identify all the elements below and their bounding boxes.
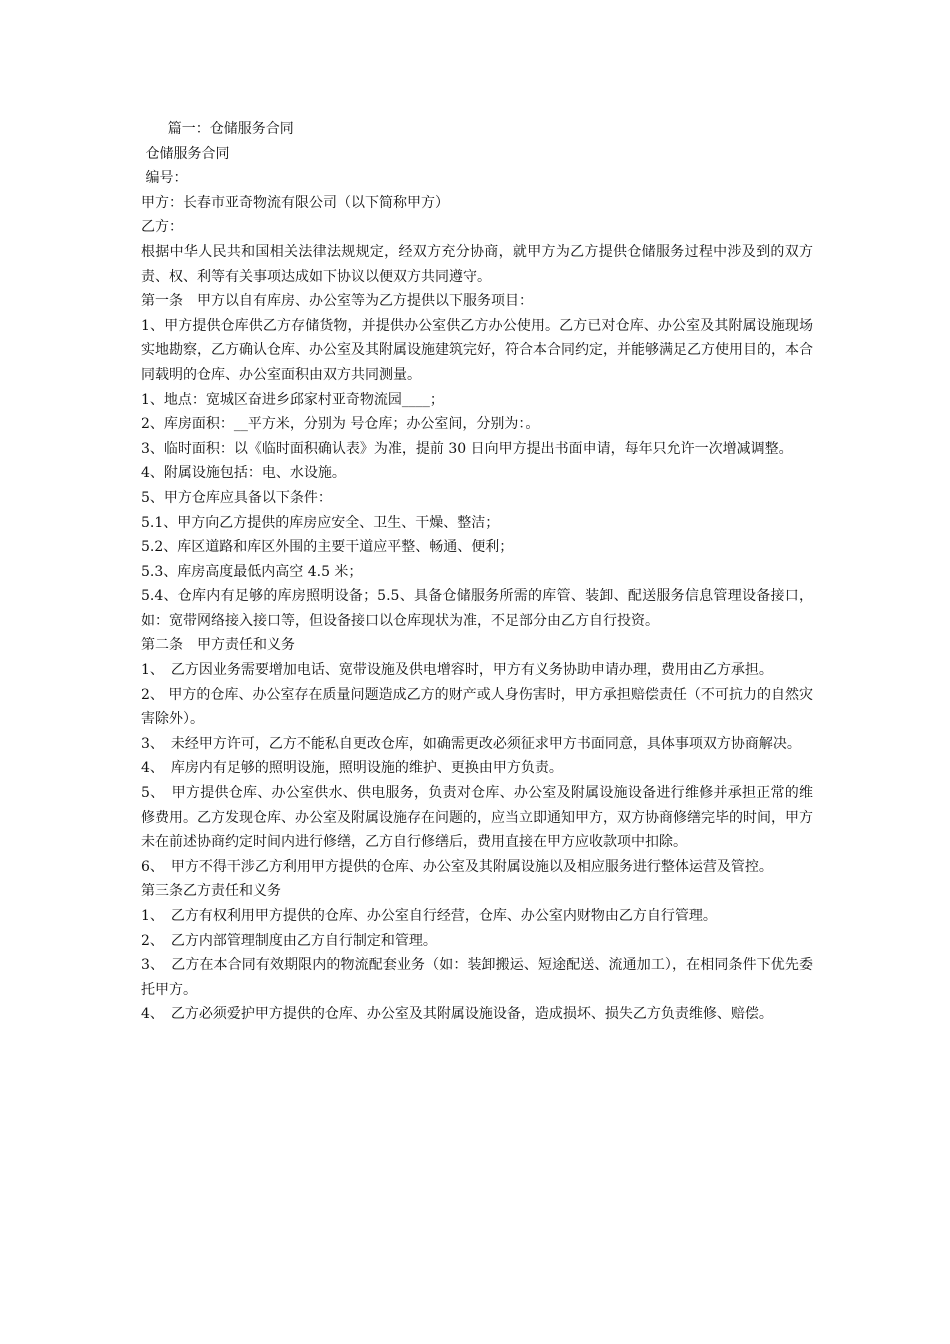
article-one-subclause: 5.3、库房高度最低内高空 4.5 米；: [141, 563, 363, 580]
article-two-clause: 4、 库房内有足够的照明设施，照明设施的维护、更换由甲方负责。: [141, 760, 563, 777]
article-two-clause: 1、 乙方因业务需要增加电话、宽带设施及供电增容时，甲方有义务协助申请办理，费用由乙方承担。: [141, 662, 773, 679]
article-three-clause: 3、 乙方在本合同有效期限内的物流配套业务（如：装卸搬运、短途配送、流通加工），在相同条件下优先委托甲方。: [141, 957, 813, 998]
article-three-clause: 1、 乙方有权利用甲方提供的仓库、办公室自行经营，仓库、办公室内财物由乙方自行管理。: [141, 908, 717, 924]
contract-title: 仓储服务合同: [141, 145, 230, 162]
article-one-subclause: 5.1、甲方向乙方提供的库房应安全、卫生、干燥、整洁；: [141, 514, 500, 531]
contract-number-label: 编号：: [141, 170, 188, 187]
article-one-clause: 4、附属设施包括：电、水设施。: [141, 465, 346, 482]
preamble-paragraph: 根据中华人民共和国相关法律法规规定，经双方充分协商，就甲方为乙方提供仓储服务过程中涉及到的双方责、权、利等有关事项达成如下协议以便双方共同遵守。: [141, 243, 813, 285]
article-one-heading: 第一条 甲方以自有库房、办公室等为乙方提供以下服务项目：: [141, 293, 533, 310]
article-three-heading: 第三条乙方责任和义务: [141, 883, 281, 900]
article-two-clause: 6、 甲方不得干涉乙方利用甲方提供的仓库、办公室及其附属设施以及相应服务进行整体运营及管控。: [141, 858, 773, 875]
article-two-clause: 3、 未经甲方许可，乙方不能私自更改仓库，如确需更改必须征求甲方书面同意，具体事项双方协商解决。: [141, 735, 801, 752]
article-two-clause: 5、 甲方提供仓库、办公室供水、供电服务，负责对仓库、办公室及附属设施设备进行维修并承担正常的维修费用。乙方发现仓库、办公室及附属设施存在问题的，应当立即通知甲方，双方协商修缮完毕的时间，甲方未在前述协商约定时间内进行修缮，乙方自行修缮后，费用直接在甲方应收款项中扣除。: [141, 785, 813, 851]
article-two-clause: 2、 甲方的仓库、办公室存在质量问题造成乙方的财产或人身伤害时，甲方承担赔偿责任（不可抗力的自然灾害除外）。: [141, 686, 813, 728]
article-three-clause: 4、 乙方必须爱护甲方提供的仓库、办公室及其附属设施设备，造成损坏、损失乙方负责维修、赔偿。: [141, 1006, 773, 1023]
article-one-clause: 1、甲方提供仓库供乙方存储货物，并提供办公室供乙方办公使用。乙方已对仓库、办公室及其附属设施现场实地勘察，乙方确认仓库、办公室及其附属设施建筑完好，符合本合同约定，并能够满足乙方使用目的，本合同载明的仓库、办公室面积由双方共同测量。: [141, 317, 813, 383]
article-three-clause: 2、 乙方内部管理制度由乙方自行制定和管理。: [141, 932, 437, 949]
article-one-clause: 1、地点：宽城区奋进乡邱家村亚奇物流园____；: [141, 391, 444, 408]
heading-part-one: 篇一：仓储服务合同: [141, 121, 294, 137]
article-one-subclause: 5.2、库区道路和库区外围的主要干道应平整、畅通、便利；: [141, 539, 514, 556]
article-one-clause: 5、甲方仓库应具备以下条件：: [141, 489, 332, 506]
document-page: [141, 117, 813, 1027]
party-a-line: 甲方：长春市亚奇物流有限公司（以下简称甲方）: [141, 194, 449, 211]
article-one-clause: 3、临时面积：以《临时面积确认表》为准，提前 30 日向甲方提出书面申请，每年只允许一次增减调整。: [141, 440, 793, 457]
article-two-heading: 第二条 甲方责任和义务: [141, 637, 295, 654]
article-one-subclause: 5.4、仓库内有足够的库房照明设备；5.5、具备仓储服务所需的库管、装卸、配送服务信息管理设备接口，如：宽带网络接入接口等，但设备接口以仓库现状为准，不足部分由乙方自行投资。: [141, 588, 813, 629]
party-b-line: 乙方：: [141, 219, 183, 236]
article-one-clause: 2、库房面积：__平方米，分别为 号仓库；办公室间，分别为：。: [141, 416, 540, 433]
